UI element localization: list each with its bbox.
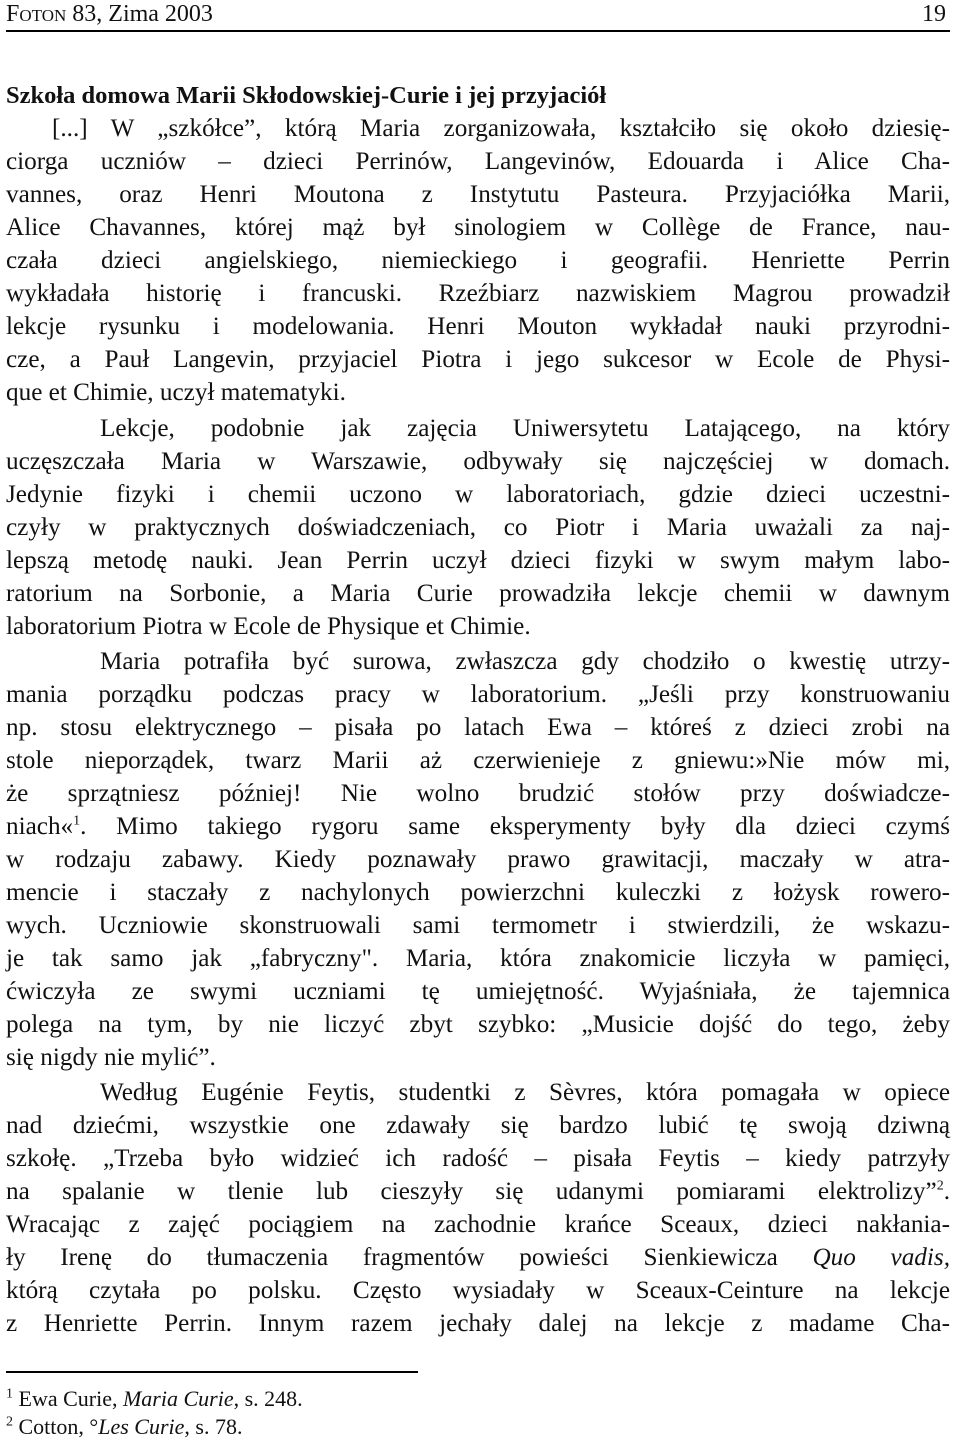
text-line: wykładała historię i francuski. Rzeźbiarz nazwiskiem Magrou prowadził: [6, 280, 950, 307]
footnote: [6, 1386, 303, 1412]
footnote-title: Maria Curie: [122, 1386, 234, 1411]
text-line: w rodzaju zabawy. Kiedy poznawały prawo grawitacji, maczały w atra-: [6, 846, 950, 873]
footnote-number: 2: [6, 1414, 13, 1430]
text-line: laboratorium Piotra w Ecole de Physique et Chimie.: [6, 613, 531, 640]
text-line: np. stosu elektrycznego – pisała po latach Ewa – któreś z dzieci zrobi na: [6, 714, 950, 741]
footnote: [6, 1414, 242, 1440]
text-line: Według Eugénie Feytis, studentki z Sèvres, która pomagała w opiece: [100, 1079, 950, 1106]
text-line: uczęszczała Maria w Warszawie, odbywały się najczęściej w domach.: [6, 448, 950, 475]
footnote-rule: [6, 1371, 418, 1373]
text-line: czyły w praktycznych doświadczeniach, co Piotr i Maria uważali za naj-: [6, 514, 950, 541]
text-line: [6, 1242, 950, 1274]
text-line: [...] W „szkółce”, którą Maria zorganizowała, kształciło się około dziesię-: [52, 115, 950, 142]
text-fragment: na spalanie w tlenie lub cieszyły się udanymi pomiarami elektrolizy”: [6, 1178, 937, 1205]
footnote-text: , s. 78.: [184, 1414, 243, 1439]
text-line: Lekcje, podobnie jak zajęcia Uniwersytetu Latającego, na który: [100, 415, 950, 442]
page-number: 19: [922, 1, 946, 27]
text-line: [6, 811, 950, 843]
text-fragment: .: [943, 1178, 950, 1205]
journal-small-caps: OTON: [19, 6, 67, 25]
journal-name: [6, 0, 213, 30]
text-line: que et Chimie, uczył matematyki.: [6, 379, 346, 406]
text-line: vannes, oraz Henri Moutona z Instytutu Pasteura. Przyjaciółka Marii,: [6, 181, 950, 208]
footnote-text: Ewa Curie,: [13, 1386, 123, 1411]
text-line: ćwiczyła ze swymi uczniami tę umiejętność. Wyjaśniała, że tajemnica: [6, 978, 950, 1005]
article-title: Szkoła domowa Marii Skłodowskiej-Curie i jej przyjaciół: [6, 82, 607, 109]
text-line: Wracając z zajęć pociągiem na zachodnie krańce Sceaux, dzieci nakłania-: [6, 1211, 950, 1238]
text-line: stole nieporządek, twarz Marii aż czerwienieje z gniewu:»Nie mów mi,: [6, 747, 950, 774]
text-line: czała dzieci angielskiego, niemieckiego i geografii. Henriette Perrin: [6, 247, 950, 274]
text-line: Jedynie fizyki i chemii uczono w laboratoriach, gdzie dzieci uczestni-: [6, 481, 950, 508]
journal-initial: F: [6, 1, 20, 27]
header-rule: [6, 30, 950, 32]
text-line: się nigdy nie mylić”.: [6, 1044, 216, 1071]
footnote-ref: 1: [73, 813, 81, 829]
text-line: szkołę. „Trzeba było widzieć ich radość – pisała Feytis – kiedy patrzyły: [6, 1145, 950, 1172]
text-line: lekcje rysunku i modelowania. Henri Mouton wykładał nauki przyrodni-: [6, 313, 950, 340]
text-line: mencie i staczały z nachylonych powierzchni kuleczki z łożysk rowero-: [6, 879, 950, 906]
journal-issue: 83, Zima 2003: [66, 1, 213, 27]
text-line: ratorium na Sorbonie, a Maria Curie prowadziła lekcje chemii w dawnym: [6, 580, 950, 607]
text-line: ciorga uczniów – dzieci Perrinów, Langevinów, Edouarda i Alice Cha-: [6, 148, 950, 175]
running-header: [6, 0, 946, 30]
text-line: że sprzątniesz później! Nie wolno brudzić stołów przy doświadcze-: [6, 780, 950, 807]
text-line: lepszą metodę nauki. Jean Perrin uczył dzieci fizyki w swym małym labo-: [6, 547, 950, 574]
footnote-ref: 2: [936, 1178, 944, 1194]
text-fragment: . Mimo takiego rygoru same eksperymenty były dla dzieci czymś: [80, 813, 950, 840]
text-fragment: niach«: [6, 813, 74, 840]
text-line: którą czytała po polsku. Często wysiadały w Sceaux-Ceinture na lekcje: [6, 1277, 950, 1304]
book-title: Quo vadis,: [812, 1244, 950, 1271]
footnote-number: 1: [6, 1386, 13, 1402]
footnote-text: , s. 248.: [233, 1386, 303, 1411]
text-line: Maria potrafiła być surowa, zwłaszcza gdy chodziło o kwestię utrzy-: [100, 648, 950, 675]
text-line: mania porządku podczas pracy w laboratorium. „Jeśli przy konstruowaniu: [6, 681, 950, 708]
text-line: [6, 1176, 950, 1208]
text-line: je tak samo jak „fabryczny". Maria, która znakomicie liczyła w pamięci,: [6, 945, 950, 972]
text-line: polega na tym, by nie liczyć zbyt szybko: „Musicie dojść do tego, żeby: [6, 1011, 950, 1038]
footnote-title: Les Curie: [98, 1414, 185, 1439]
footnote-text: Cotton, °: [13, 1414, 99, 1439]
text-line: cze, a Pauł Langevin, przyjaciel Piotra i jego sukcesor w Ecole de Physi-: [6, 346, 950, 373]
text-line: wych. Uczniowie skonstruowali sami termometr i stwierdzili, że wskazu-: [6, 912, 950, 939]
text-fragment: ły Irenę do tłumaczenia fragmentów powieści Sienkiewicza: [6, 1244, 813, 1271]
text-line: z Henriette Perrin. Innym razem jechały dalej na lekcje z madame Cha-: [6, 1310, 950, 1337]
text-line: nad dziećmi, wszystkie one zdawały się bardzo lubić tę swoją dziwną: [6, 1112, 950, 1139]
text-line: Alice Chavannes, której mąż był sinologiem w Collège de France, nau-: [6, 214, 950, 241]
